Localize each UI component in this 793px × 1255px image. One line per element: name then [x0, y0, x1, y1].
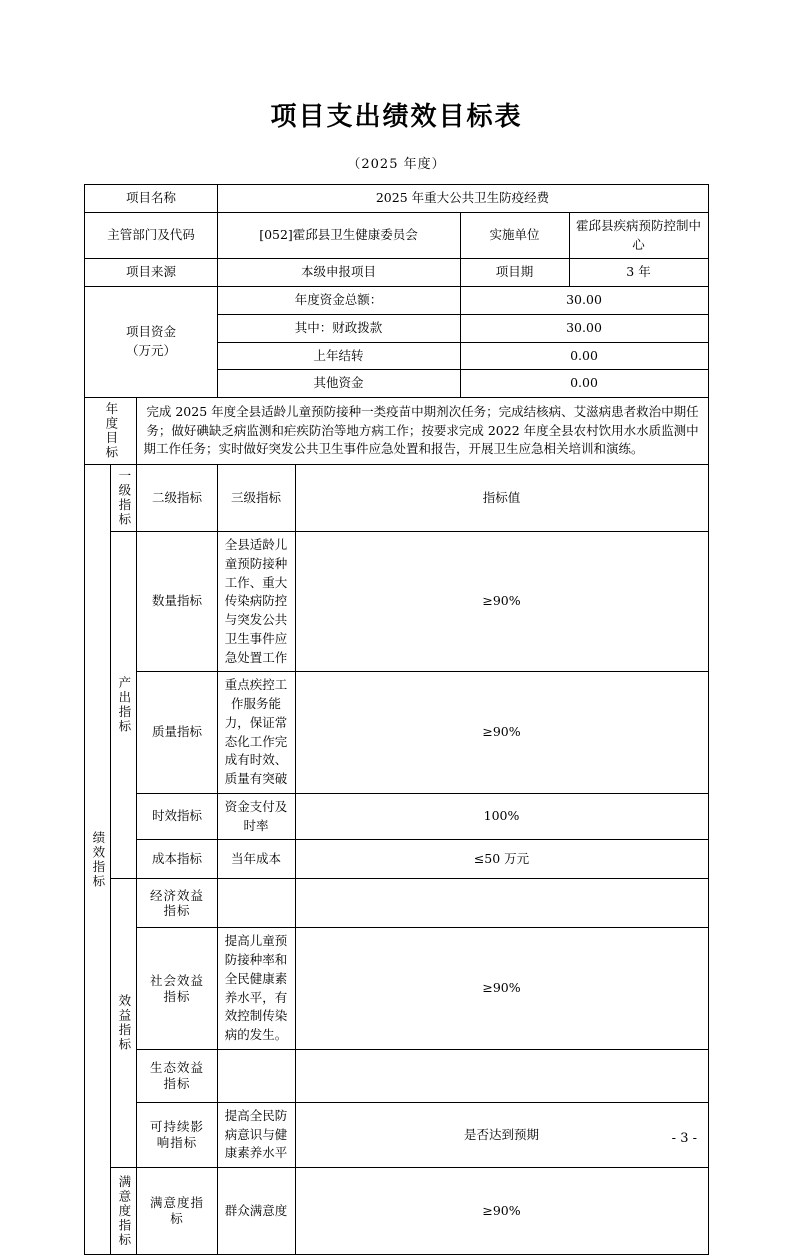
value-header: 指标值 — [295, 465, 708, 532]
funds-label — [85, 287, 217, 398]
level1-satisfaction-text: 满意度指标 — [116, 1174, 132, 1248]
table-row — [85, 287, 708, 315]
project-name-value: 2025 年重大公共卫生防疫经费 — [217, 185, 708, 213]
level3-text: 当年成本 — [217, 840, 295, 879]
performance-label-text: 绩效指标 — [90, 830, 106, 889]
indicator-value — [295, 879, 708, 928]
annual-goal-label — [85, 398, 137, 465]
level3-text: 全县适龄儿童预防接种工作、重大传染病防控与突发公共卫生事件应急处置工作 — [217, 532, 295, 672]
level2-label — [137, 879, 217, 928]
implement-value: 霍邱县疾病预防控制中心 — [576, 217, 702, 252]
page-title: 项目支出绩效目标表 — [270, 102, 523, 132]
level1-output-text: 产出指标 — [116, 676, 132, 735]
period-cell — [460, 259, 708, 287]
annual-goal-label-text: 年度目标 — [103, 402, 119, 460]
funds-label-line2: （万元） — [125, 343, 176, 358]
source-label: 项目来源 — [85, 259, 217, 287]
funds-row-name: 其中：财政拨款 — [217, 314, 460, 342]
performance-target-table — [84, 184, 708, 1255]
indicator-value: ≥90% — [295, 532, 708, 672]
page-subtitle: （2025 年度） — [347, 157, 446, 172]
level1-benefit — [111, 879, 137, 1168]
implement-cell — [460, 212, 708, 259]
implement-label: 实施单位 — [461, 213, 570, 259]
level2-label-text: 可持续影响指标 — [149, 1119, 204, 1150]
level2-label: 质量指标 — [137, 672, 217, 794]
level2-label — [137, 1102, 217, 1167]
level3-text: 群众满意度 — [217, 1168, 295, 1255]
funds-row-value: 30.00 — [460, 287, 708, 315]
funds-row-name: 其他资金 — [217, 370, 460, 398]
level2-label-text: 经济效益指标 — [149, 887, 204, 919]
period-label: 项目期 — [461, 259, 570, 286]
level1-benefit-text: 效益指标 — [116, 994, 132, 1053]
level2-label-text: 满意度指标 — [149, 1195, 204, 1226]
level2-label: 时效指标 — [137, 793, 217, 840]
department-label: 主管部门及代码 — [85, 212, 217, 259]
level3-text: 资金支付及时率 — [217, 793, 295, 840]
table-row — [85, 212, 708, 259]
level3-text — [217, 879, 295, 928]
level3-text: 提高儿童预防接种率和全民健康素养水平，有效控制传染病的发生。 — [217, 928, 295, 1050]
level1-header-text: 一级指标 — [116, 469, 132, 527]
indicator-value: 是否达到预期 — [295, 1102, 708, 1167]
document-page — [0, 96, 793, 1248]
level3-header: 三级指标 — [217, 465, 295, 532]
project-name-label: 项目名称 — [85, 185, 217, 213]
funds-row-value: 0.00 — [460, 342, 708, 370]
indicator-value — [295, 1049, 708, 1102]
table-row — [85, 398, 708, 465]
level1-output — [111, 532, 137, 879]
table-row — [85, 185, 708, 213]
level1-header — [111, 465, 137, 532]
indicator-value: ≤50 万元 — [295, 840, 708, 879]
funds-row-name: 上年结转 — [217, 342, 460, 370]
level1-satisfaction — [111, 1168, 137, 1255]
department-value: [052]霍邱县卫生健康委员会 — [217, 212, 460, 259]
page-number: - 3 - — [671, 1131, 697, 1146]
table-row — [85, 793, 708, 840]
level2-label — [137, 1049, 217, 1102]
table-row — [85, 259, 708, 287]
funds-label-line1: 项目资金 — [125, 324, 176, 340]
performance-label — [85, 465, 111, 1255]
indicator-value: ≥90% — [295, 1168, 708, 1255]
level2-label: 成本指标 — [137, 840, 217, 879]
table-row — [85, 672, 708, 794]
table-row — [85, 1049, 708, 1102]
table-row — [85, 1168, 708, 1255]
annual-goal-text: 完成 2025 年度全县适龄儿童预防接种一类疫苗中期剂次任务；完成结核病、艾滋病患者救治中期任务；做好碘缺乏病监测和疟疾防治等地方病工作；按要求完成 2022 年度全县农村饮用水水质监测中期工作任务；实时做好突发公共卫生事件应急处置和报告，开展卫生应急相关培训和演练。 — [137, 398, 708, 465]
indicator-value: ≥90% — [295, 672, 708, 794]
funds-row-value: 30.00 — [460, 314, 708, 342]
table-row — [85, 928, 708, 1050]
level2-header: 二级指标 — [137, 465, 217, 532]
level2-label — [137, 928, 217, 1050]
indicator-value: 100% — [295, 793, 708, 840]
level2-label-text: 生态效益指标 — [149, 1060, 204, 1091]
period-value: 3 年 — [626, 264, 651, 280]
level2-label-text: 社会效益指标 — [149, 972, 204, 1004]
funds-row-value: 0.00 — [460, 370, 708, 398]
table-row — [85, 532, 708, 672]
level3-text — [217, 1049, 295, 1102]
table-row — [85, 840, 708, 879]
level3-text: 重点疾控工作服务能力，保证常态化工作完成有时效、质量有突破 — [217, 672, 295, 794]
level2-label: 数量指标 — [137, 532, 217, 672]
table-row — [85, 465, 708, 532]
source-value: 本级申报项目 — [217, 259, 460, 287]
table-row — [85, 879, 708, 928]
indicator-value: ≥90% — [295, 928, 708, 1050]
funds-row-name: 年度资金总额： — [217, 287, 460, 315]
level3-text: 提高全民防病意识与健康素养水平 — [217, 1102, 295, 1167]
level2-label — [137, 1168, 217, 1255]
table-row — [85, 1102, 708, 1167]
